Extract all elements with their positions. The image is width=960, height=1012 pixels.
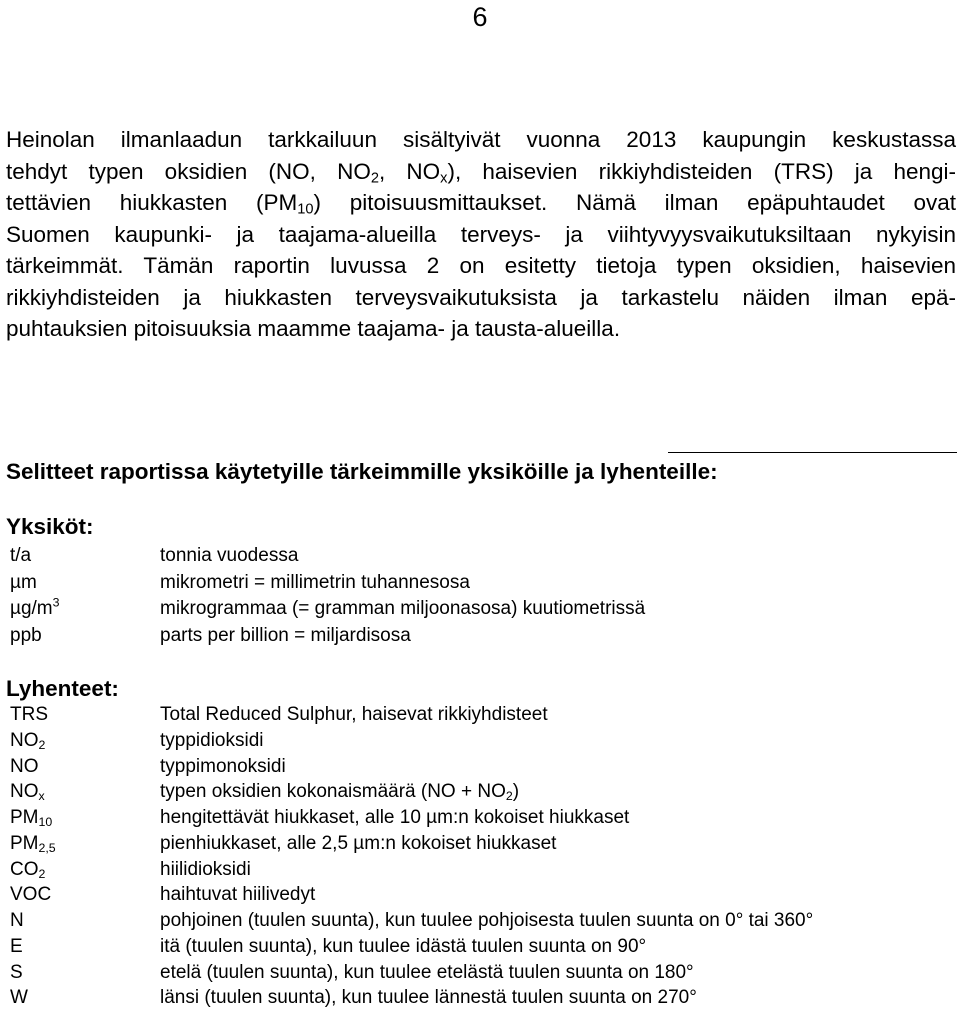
abbreviation-row xyxy=(10,882,813,908)
page-number: 6 xyxy=(472,2,488,32)
text-run: E xyxy=(10,935,23,957)
text-run: TRS xyxy=(10,704,48,725)
text-run: NO xyxy=(10,729,39,751)
definition xyxy=(160,623,411,650)
term xyxy=(10,779,160,805)
text-run: PM xyxy=(10,807,39,828)
unit-row xyxy=(10,596,645,623)
unit-row xyxy=(10,543,645,570)
abbreviation-row xyxy=(10,985,813,1011)
text-run: rikkiyhdisteiden ja hiukkasten terveysvaikutuksista ja tarkastelu näiden ilman epä- xyxy=(6,284,956,310)
text-run: itä (tuulen suunta), kun tuulee idästä tuulen suunta on 90° xyxy=(160,935,647,957)
term xyxy=(10,570,160,597)
text-run: tettävien hiukkasten (PM xyxy=(6,190,298,215)
text-run: NO xyxy=(10,755,39,777)
definition xyxy=(160,779,519,805)
text-run: ), haisevien rikkiyhdisteiden (TRS) ja hengi- xyxy=(447,158,956,184)
text-run: haihtuvat hiilivedyt xyxy=(160,884,316,906)
text-run: typpidioksidi xyxy=(160,729,264,751)
subscript: x xyxy=(440,170,448,187)
text-run: mikrometri = millimetrin tuhannesosa xyxy=(160,571,470,593)
abbreviation-row xyxy=(10,934,813,960)
unit-row xyxy=(10,570,645,597)
text-run: µm xyxy=(10,571,37,593)
definition xyxy=(160,596,645,623)
text-run: N xyxy=(10,910,24,931)
subscript: 10 xyxy=(38,815,53,830)
term xyxy=(10,857,160,883)
term xyxy=(10,596,160,623)
abbreviations-heading: Lyhenteet: xyxy=(6,676,119,701)
text-run: NO xyxy=(10,781,39,803)
text-run: hiilidioksidi xyxy=(160,858,251,880)
text-run: ) pitoisuusmittaukset. Nämä ilman epäpuhtaudet ovat xyxy=(313,190,956,215)
text-run: Suomen kaupunki- ja taajama-alueilla terveys- ja viihtyvyysvaikutuksiltaan nykyisin xyxy=(6,221,956,247)
text-run: tonnia vuodessa xyxy=(160,545,299,566)
intro-line xyxy=(6,124,956,156)
abbreviation-row xyxy=(10,908,813,934)
text-run: W xyxy=(10,987,28,1009)
term xyxy=(10,831,160,857)
term xyxy=(10,702,160,728)
definition xyxy=(160,728,264,754)
term xyxy=(10,882,160,908)
text-run: typen oksidien kokonaismäärä (NO + NO xyxy=(160,781,506,803)
text-run: S xyxy=(10,961,23,983)
intro-line xyxy=(6,156,956,188)
subscript: 2 xyxy=(505,789,513,804)
term xyxy=(10,805,160,831)
definition xyxy=(160,702,548,728)
definition xyxy=(160,543,298,570)
text-run: parts per billion = miljardisosa xyxy=(160,625,411,647)
subscript: 2 xyxy=(38,866,46,881)
definition xyxy=(160,960,694,986)
text-run: VOC xyxy=(10,884,52,906)
text-run: pienhiukkaset, alle 2,5 µm:n kokoiset hiukkaset xyxy=(160,832,557,854)
text-run: länsi (tuulen suunta), kun tuulee lännestä tuulen suunta on 270° xyxy=(160,987,697,1009)
text-run: Heinolan ilmanlaadun tarkkailuun sisältyivät vuonna 2013 kaupungin keskustassa xyxy=(6,127,956,152)
text-run: PM xyxy=(10,832,39,854)
abbreviation-row xyxy=(10,805,813,831)
term xyxy=(10,728,160,754)
abbreviation-row xyxy=(10,779,813,805)
definition xyxy=(160,934,646,960)
abbreviation-row xyxy=(10,857,813,883)
intro-line xyxy=(6,250,956,282)
superscript: 3 xyxy=(52,595,60,610)
term xyxy=(10,908,160,934)
term xyxy=(10,960,160,986)
abbreviation-row xyxy=(10,831,813,857)
intro-paragraph xyxy=(6,124,956,345)
subscript: x xyxy=(38,789,45,804)
intro-line xyxy=(6,187,956,219)
text-run: µg/m xyxy=(10,598,53,620)
intro-line xyxy=(6,282,956,314)
text-run: pohjoinen (tuulen suunta), kun tuulee pohjoisesta tuulen suunta on 0° tai 360° xyxy=(160,910,814,931)
text-run: CO xyxy=(10,858,39,880)
term xyxy=(10,623,160,650)
text-run: t/a xyxy=(10,545,32,566)
subscript: 2 xyxy=(38,737,46,752)
term xyxy=(10,934,160,960)
definition xyxy=(160,857,251,883)
text-run: Total Reduced Sulphur, haisevat rikkiyhdisteet xyxy=(160,704,548,725)
text-run: typpimonoksidi xyxy=(160,755,286,777)
abbreviation-row xyxy=(10,702,813,728)
intro-line xyxy=(6,313,956,345)
definition xyxy=(160,570,470,597)
abbreviation-row xyxy=(10,728,813,754)
units-heading: Yksiköt: xyxy=(6,514,94,539)
text-run: mikrogrammaa (= gramman miljoonasosa) kuutiometrissä xyxy=(160,598,646,620)
text-run: ppb xyxy=(10,625,42,647)
glossary-title: Selitteet raportissa käytetyille tärkeimmille yksiköille ja lyhenteille: xyxy=(6,459,718,484)
term xyxy=(10,985,160,1011)
definition xyxy=(160,831,556,857)
abbreviation-row xyxy=(10,754,813,780)
text-run: , NO xyxy=(378,158,441,184)
subscript: 2 xyxy=(370,170,379,187)
unit-row xyxy=(10,623,645,650)
term xyxy=(10,754,160,780)
definition xyxy=(160,882,315,908)
text-run: tärkeimmät. Tämän raportin luvussa 2 on esitetty tietoja typen oksidien, haisevien xyxy=(6,253,956,278)
text-run: etelä (tuulen suunta), kun tuulee etelästä tuulen suunta on 180° xyxy=(160,961,694,983)
definition xyxy=(160,805,629,831)
abbreviation-row xyxy=(10,960,813,986)
divider-line xyxy=(668,452,957,453)
definition xyxy=(160,985,697,1011)
subscript: 2,5 xyxy=(38,840,56,855)
definition xyxy=(160,908,813,934)
term xyxy=(10,543,160,570)
text-run: hengitettävät hiukkaset, alle 10 µm:n kokoiset hiukkaset xyxy=(160,807,630,828)
text-run: puhtauksien pitoisuuksia maamme taajama- ja tausta-alueilla. xyxy=(6,316,621,341)
subscript: 10 xyxy=(297,201,314,218)
text-run: tehdyt typen oksidien (NO, NO xyxy=(6,158,371,184)
definition xyxy=(160,754,286,780)
intro-line xyxy=(6,219,956,251)
abbreviations-list xyxy=(10,702,813,1011)
units-list xyxy=(10,543,645,650)
text-run: ) xyxy=(512,781,520,803)
